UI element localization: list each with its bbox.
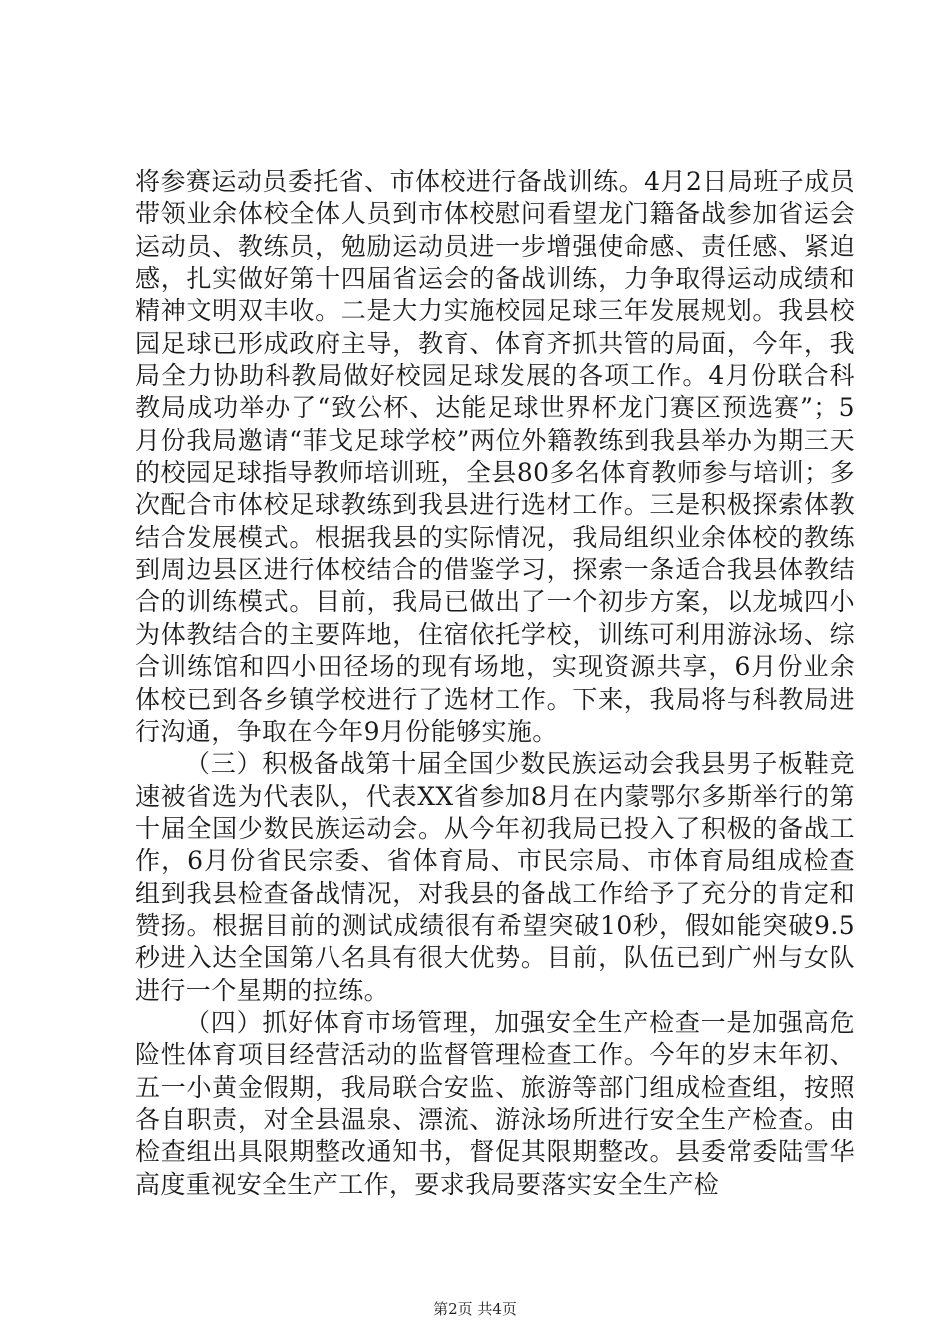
page-number-footer: 第2页 共4页 [433,1300,517,1318]
body-paragraph: （三）积极备战第十届全国少数民族运动会我县男子板鞋竞速被省选为代表队，代表XX省参加8月在内蒙鄂尔多斯举行的第十届全国少数民族运动会。从今年初我局已投入了积极的备战工作，6月份省民宗委、省体育局、市民宗局、市体育局组成检查组到我县检查备战情况，对我县的备战工作给予了充分的肯定和赞扬。根据目前的测试成绩很有希望突破10秒，假如能突破9.5秒进入达全国第八名具有很大优势。目前，队伍已到广州与女队进行一个星期的拉练。 [135,749,855,1005]
body-paragraph: 将参赛运动员委托省、市体校进行备战训练。4月2日局班子成员带领业余体校全体人员到市体校慰问看望龙门籍备战参加省运会运动员、教练员，勉励运动员进一步增强使命感、责任感、紧迫感，扎实做好第十四届省运会的备战训练，力争取得运动成绩和精神文明双丰收。二是大力实施校园足球三年发展规划。我县校园足球已形成政府主导，教育、体育齐抓共管的局面，今年，我局全力协助科教局做好校园足球发展的各项工作。4月份联合科教局成功举办了“致公杯、达能足球世界杯龙门赛区预选赛”；5月份我局邀请“菲戈足球学校”两位外籍教练到我县举办为期三天的校园足球指导教师培训班，全县80多名体育教师参与培训；多次配合市体校足球教练到我县进行选材工作。三是积极探索体教结合发展模式。根据我县的实际情况，我局组织业余体校的教练到周边县区进行体校结合的借鉴学习，探索一条适合我县体教结合的训练模式。目前，我局已做出了一个初步方案，以龙城四小为体教结合的主要阵地，住宿依托学校，训练可利用游泳场、综合训练馆和四小田径场的现有场地，实现资源共享，6月份业余体校已到各乡镇学校进行了选材工作。下来，我局将与科教局进行沟通，争取在今年9月份能够实施。 [135,167,855,746]
body-paragraph: （四）抓好体育市场管理，加强安全生产检查一是加强高危险性体育项目经营活动的监督管理检查工作。今年的岁末年初、五一小黄金假期，我局联合安监、旅游等部门组成检查组，按照各自职责，对全县温泉、漂流、游泳场所进行安全生产检查。由检查组出具限期整改通知书，督促其限期整改。县委常委陆雪华高度重视安全生产工作，要求我局要落实安全生产检 [135,1007,855,1199]
document-body [135,166,855,1201]
